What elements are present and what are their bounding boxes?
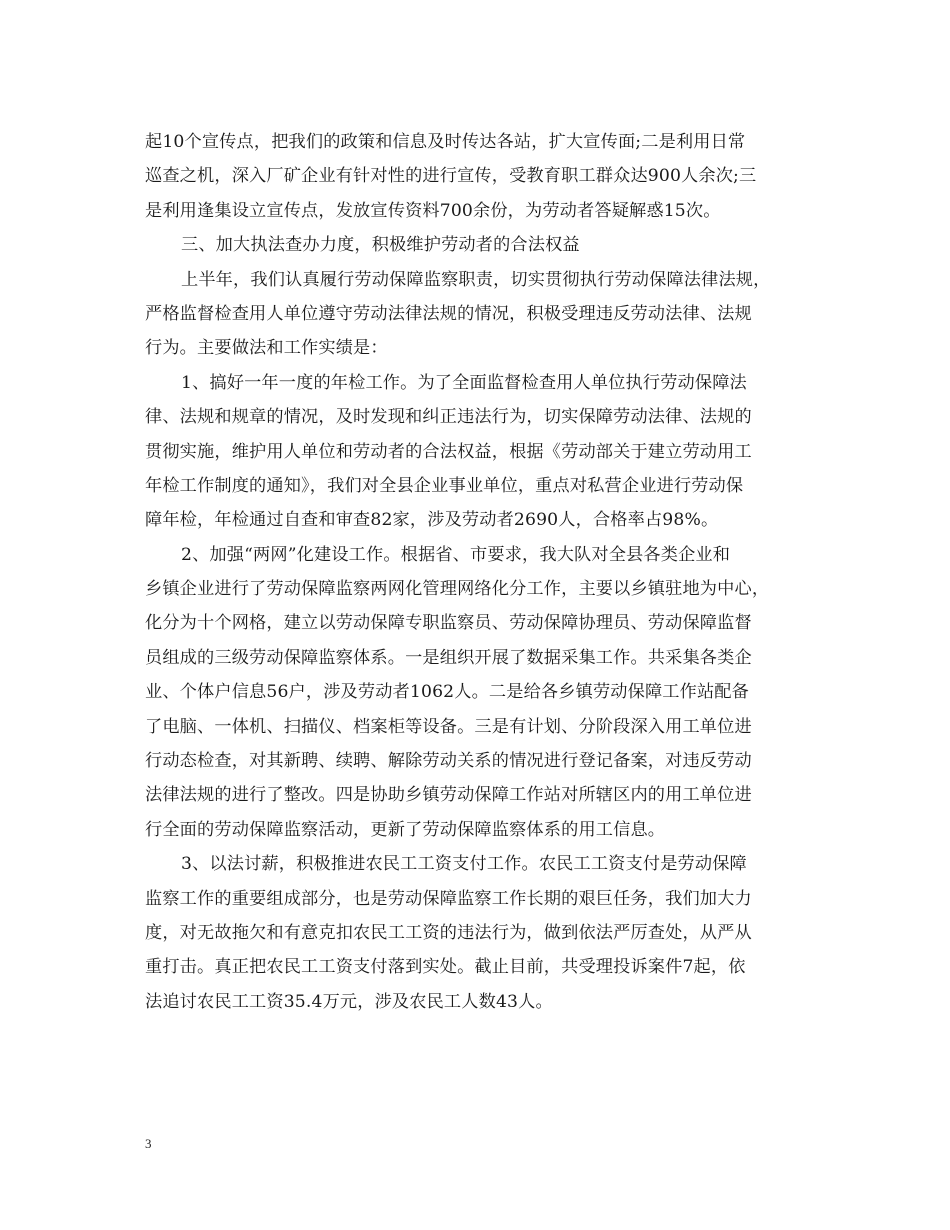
page-number: 3	[145, 1136, 152, 1151]
text-line: 律、法规和规章的情况，及时发现和纠正违法行为，切实保障劳动法律、法规的	[145, 407, 752, 428]
text-line: 上半年，我们认真履行劳动保障监察职责，切实贯彻执行劳动保障法律法规，	[181, 269, 771, 290]
text-line: 业、个体户信息56户，涉及劳动者1062人。二是给各乡镇劳动保障工作站配备	[145, 682, 749, 703]
text-line: 度，对无故拖欠和有意克扣农民工工资的违法行为，做到依法严厉查处，从严从	[145, 922, 752, 943]
text-line: 法律法规的进行了整改。四是协助乡镇劳动保障工作站对所辖区内的用工单位进	[145, 785, 752, 806]
text-line: 1、搞好一年一度的年检工作。为了全面监督检查用人单位执行劳动保障法	[181, 372, 747, 393]
body-text	[145, 125, 810, 1019]
text-line: 员组成的三级劳动保障监察体系。一是组织开展了数据采集工作。共采集各类企	[145, 647, 752, 668]
text-line: 三、加大执法查办力度，积极维护劳动者的合法权益	[181, 235, 580, 256]
text-line: 重打击。真正把农民工工资支付落到实处。截止目前，共受理投诉案件7起，依	[145, 957, 746, 978]
text-line: 巡查之机，深入厂矿企业有针对性的进行宣传，受教育职工群众达900人余次;三	[145, 166, 757, 187]
text-line: 2、加强“两网”化建设工作。根据省、市要求，我大队对全县各类企业和	[181, 544, 731, 565]
text-line: 化分为十个网格，建立以劳动保障专职监察员、劳动保障协理员、劳动保障监督	[145, 613, 752, 634]
text-line: 3、以法讨薪，积极推进农民工工资支付工作。农民工工资支付是劳动保障	[181, 854, 747, 875]
text-line: 乡镇企业进行了劳动保障监察两网化管理网络化分工作，主要以乡镇驻地为中心，	[145, 579, 770, 600]
text-line: 行全面的劳动保障监察活动，更新了劳动保障监察体系的用工信息。	[145, 819, 666, 840]
text-line: 贯彻实施，维护用人单位和劳动者的合法权益，根据《劳动部关于建立劳动用工	[145, 441, 752, 462]
text-line: 行为。主要做法和工作实绩是：	[145, 338, 388, 359]
text-line: 起10个宣传点，把我们的政策和信息及时传达各站，扩大宣传面;二是利用日常	[145, 132, 746, 152]
text-line: 法追讨农民工工资35.4万元，涉及农民工人数43人。	[145, 991, 553, 1012]
text-line: 障年检，年检通过自查和审查82家，涉及劳动者2690人，合格率占98%。	[145, 510, 719, 531]
text-line: 年检工作制度的通知》，我们对全县企业事业单位，重点对私营企业进行劳动保	[145, 475, 744, 496]
text-line: 严格监督检查用人单位遵守劳动法律法规的情况，积极受理违反劳动法律、法规	[145, 303, 752, 324]
text-line: 了电脑、一体机、扫描仪、档案柜等设备。三是有计划、分阶段深入用工单位进	[145, 716, 752, 737]
text-line: 是利用逢集设立宣传点，发放宣传资料700余份，为劳动者答疑解惑15次。	[145, 200, 721, 221]
text-line: 行动态检查，对其新聘、续聘、解除劳动关系的情况进行登记备案，对违反劳动	[145, 751, 752, 772]
text-line: 监察工作的重要组成部分，也是劳动保障监察工作长期的艰巨任务，我们加大力	[145, 888, 752, 909]
